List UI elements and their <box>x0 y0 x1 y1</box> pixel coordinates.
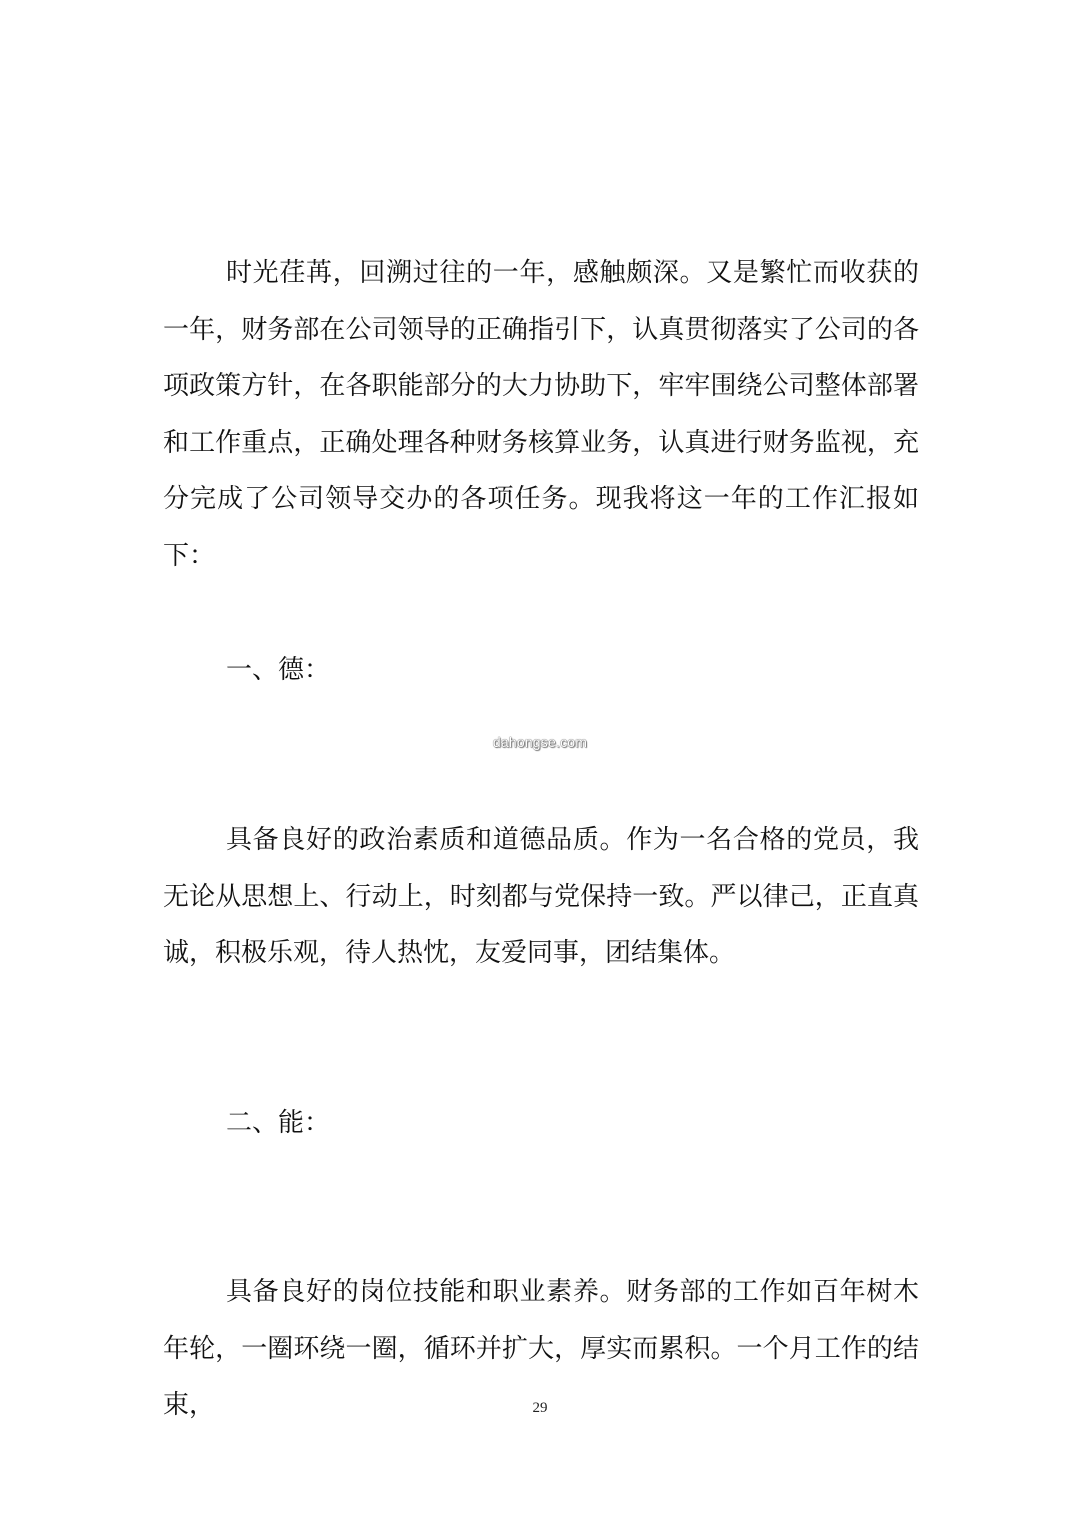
section-paragraph-de: 具备良好的政治素质和道德品质。作为一名合格的党员，我无论从思想上、行动上，时刻都与党保持一致。严以律己，正直真诚，积极乐观，待人热忱，友爱同事，团结集体。 <box>163 825 919 968</box>
intro-paragraph: 时光荏苒，回溯过往的一年，感触颇深。又是繁忙而收获的一年，财务部在公司领导的正确指引下，认真贯彻落实了公司的各项政策方针，在各职能部分的大力协助下，牢牢围绕公司整体部署和工作重点，正确处理各种财务核算业务，认真进行财务监视，充分完成了公司领导交办的各项任务。现我将这一年的工作汇报如下： <box>163 258 919 571</box>
section-heading-neng: 二、能： <box>226 1108 331 1138</box>
section-heading-de: 一、德： <box>226 655 331 685</box>
section-paragraph-neng: 具备良好的岗位技能和职业素养。财务部的工作如百年树木年轮，一圈环绕一圈，循环并扩大，厚实而累积。一个月工作的结束， <box>163 1277 919 1420</box>
page-number: 29 <box>532 1400 548 1416</box>
watermark: dahongse.com <box>492 734 588 750</box>
